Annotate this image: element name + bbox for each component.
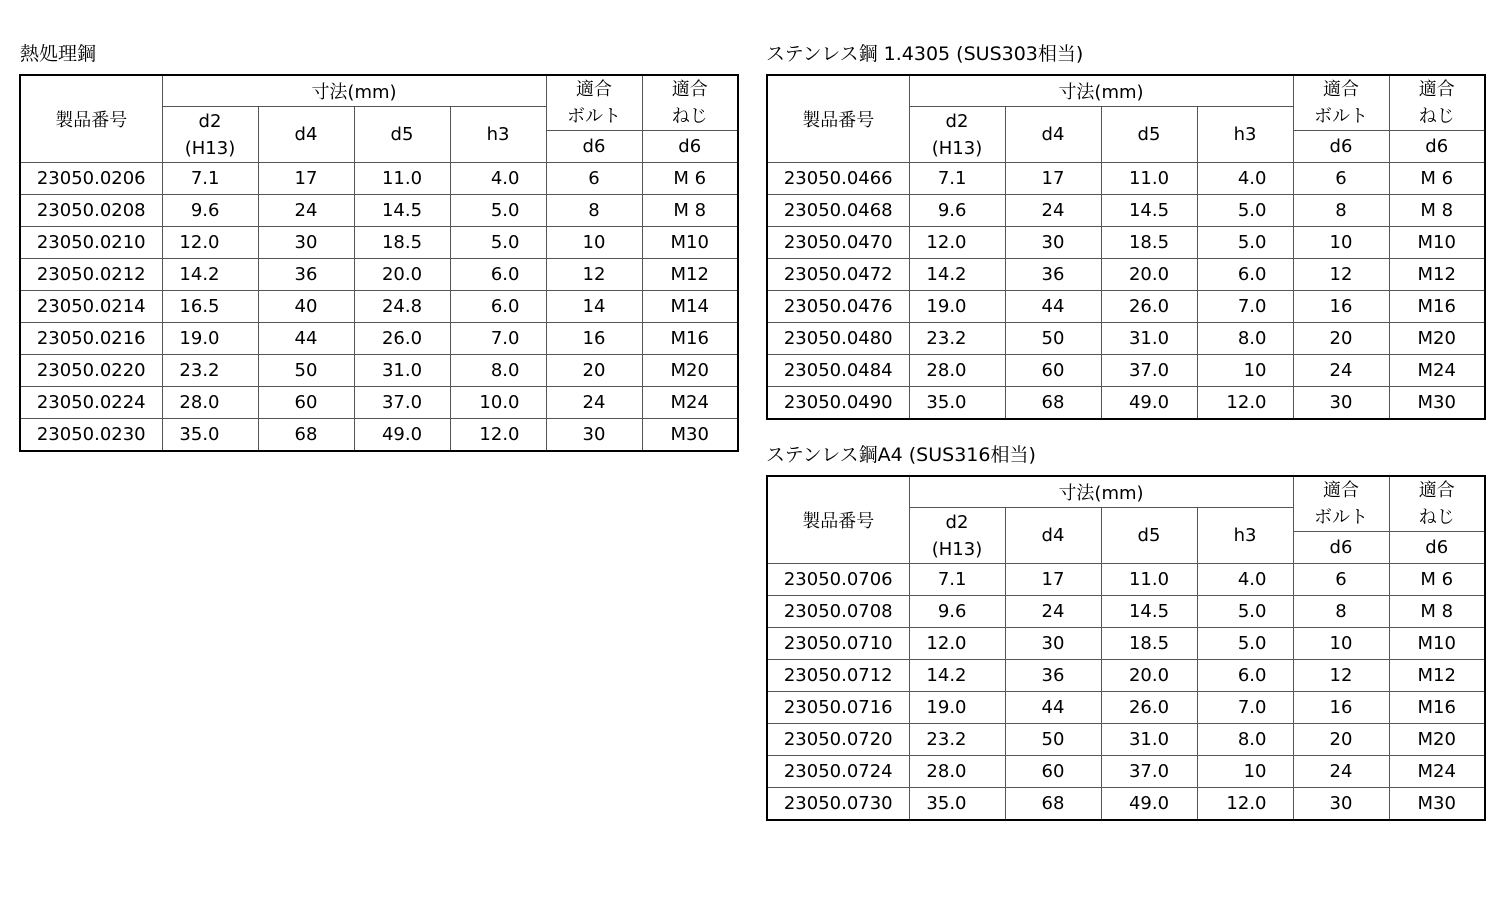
- table-row: [767, 195, 1485, 227]
- d5-cell: 31.0: [354, 355, 450, 387]
- product-number-cell: 23050.0208: [20, 195, 162, 227]
- spec-table-stainless-sus303: [766, 74, 1486, 420]
- thread-size-cell: M16: [642, 323, 738, 355]
- h3-cell: 12.0: [450, 419, 546, 452]
- header-compatible-thread-line1: 適合: [1418, 480, 1455, 501]
- h3-cell: 12.0: [1197, 387, 1293, 420]
- d4-cell: 60: [1005, 756, 1101, 788]
- spec-table-heat-treated-steel: [19, 74, 739, 452]
- d4-cell: 36: [1005, 259, 1101, 291]
- thread-size-cell: M20: [642, 355, 738, 387]
- table-row: [20, 259, 738, 291]
- d5-cell: 18.5: [1101, 227, 1197, 259]
- d4-cell: 40: [258, 291, 354, 323]
- thread-size-cell: M16: [1389, 692, 1485, 724]
- table-row: [767, 323, 1485, 355]
- header-bolt-d6: d6: [1293, 131, 1389, 163]
- d2-cell: 23.2: [909, 323, 1005, 355]
- d2-cell: 12.0: [162, 227, 258, 259]
- header-row: [767, 75, 1485, 107]
- bolt-size-cell: 12: [1293, 660, 1389, 692]
- table-row: [20, 355, 738, 387]
- product-number-cell: 23050.0706: [767, 564, 909, 596]
- d2-cell: 12.0: [909, 628, 1005, 660]
- d5-cell: 37.0: [354, 387, 450, 419]
- header-thread-d6: d6: [1389, 532, 1485, 564]
- header-d2-label: d2: [198, 110, 222, 132]
- header-product-number: 製品番号: [767, 75, 909, 163]
- bolt-size-cell: 12: [546, 259, 642, 291]
- d5-cell: 20.0: [1101, 660, 1197, 692]
- thread-size-cell: M12: [1389, 660, 1485, 692]
- h3-cell: 5.0: [1197, 227, 1293, 259]
- d5-cell: 49.0: [1101, 387, 1197, 420]
- h3-cell: 4.0: [1197, 564, 1293, 596]
- bolt-size-cell: 10: [546, 227, 642, 259]
- header-compatible-bolt-line1: 適合: [1323, 79, 1359, 100]
- bolt-size-cell: 20: [546, 355, 642, 387]
- product-number-cell: 23050.0716: [767, 692, 909, 724]
- d2-cell: 9.6: [909, 195, 1005, 227]
- header-d2-tolerance: (H13): [184, 137, 236, 159]
- product-number-cell: 23050.0484: [767, 355, 909, 387]
- table-row: [767, 788, 1485, 821]
- h3-cell: 12.0: [1197, 788, 1293, 821]
- d4-cell: 60: [258, 387, 354, 419]
- header-compatible-bolt-line1: 適合: [576, 79, 612, 100]
- thread-size-cell: M20: [1389, 724, 1485, 756]
- header-product-number: 製品番号: [20, 75, 162, 163]
- header-h3: h3: [1197, 107, 1293, 163]
- table-row: [20, 323, 738, 355]
- d2-cell: 23.2: [909, 724, 1005, 756]
- d4-cell: 17: [258, 163, 354, 195]
- header-dimensions: 寸法(mm): [909, 75, 1293, 107]
- bolt-size-cell: 24: [1293, 756, 1389, 788]
- d5-cell: 26.0: [1101, 692, 1197, 724]
- thread-size-cell: M24: [642, 387, 738, 419]
- d5-cell: 14.5: [1101, 195, 1197, 227]
- product-number-cell: 23050.0712: [767, 660, 909, 692]
- header-d5: d5: [1101, 107, 1197, 163]
- thread-size-cell: M12: [1389, 259, 1485, 291]
- bolt-size-cell: 30: [1293, 387, 1389, 420]
- d5-cell: 14.5: [1101, 596, 1197, 628]
- thread-size-cell: M24: [1389, 355, 1485, 387]
- d4-cell: 50: [1005, 724, 1101, 756]
- header-d2: [909, 107, 1005, 163]
- header-thread-d6: d6: [642, 131, 738, 163]
- h3-cell: 6.0: [1197, 259, 1293, 291]
- thread-size-cell: M 8: [642, 195, 738, 227]
- thread-size-cell: M10: [1389, 227, 1485, 259]
- table-title-heat-treated-steel: 熱処理鋼: [20, 43, 97, 65]
- h3-cell: 10: [1197, 756, 1293, 788]
- header-compatible-thread-line2: ねじ: [1418, 106, 1455, 127]
- h3-cell: 10: [1197, 355, 1293, 387]
- header-d2-label: d2: [945, 110, 969, 132]
- header-compatible-bolt: [1293, 75, 1389, 131]
- header-d2-tolerance: (H13): [931, 137, 983, 159]
- table-row: [767, 596, 1485, 628]
- d2-cell: 35.0: [909, 387, 1005, 420]
- thread-size-cell: M 6: [1389, 163, 1485, 195]
- d4-cell: 68: [258, 419, 354, 452]
- d4-cell: 24: [258, 195, 354, 227]
- d2-cell: 19.0: [909, 291, 1005, 323]
- d4-cell: 30: [1005, 227, 1101, 259]
- d4-cell: 50: [258, 355, 354, 387]
- header-compatible-bolt-line2: ボルト: [567, 106, 621, 127]
- product-number-cell: 23050.0214: [20, 291, 162, 323]
- d5-cell: 26.0: [354, 323, 450, 355]
- table-row: [20, 419, 738, 452]
- d5-cell: 24.8: [354, 291, 450, 323]
- d5-cell: 20.0: [354, 259, 450, 291]
- d5-cell: 37.0: [1101, 756, 1197, 788]
- table-row: [767, 291, 1485, 323]
- d4-cell: 68: [1005, 387, 1101, 420]
- table-row: [20, 195, 738, 227]
- d2-cell: 35.0: [162, 419, 258, 452]
- header-d2-tolerance: (H13): [931, 538, 983, 560]
- d5-cell: 11.0: [354, 163, 450, 195]
- header-d5: d5: [354, 107, 450, 163]
- table-row: [20, 227, 738, 259]
- bolt-size-cell: 10: [1293, 227, 1389, 259]
- h3-cell: 4.0: [1197, 163, 1293, 195]
- table-row: [20, 163, 738, 195]
- h3-cell: 5.0: [1197, 596, 1293, 628]
- bolt-size-cell: 14: [546, 291, 642, 323]
- product-number-cell: 23050.0730: [767, 788, 909, 821]
- d2-cell: 12.0: [909, 227, 1005, 259]
- d5-cell: 26.0: [1101, 291, 1197, 323]
- thread-size-cell: M 6: [1389, 564, 1485, 596]
- table-row: [767, 692, 1485, 724]
- product-number-cell: 23050.0210: [20, 227, 162, 259]
- d2-cell: 9.6: [909, 596, 1005, 628]
- d4-cell: 24: [1005, 195, 1101, 227]
- header-h3: h3: [1197, 508, 1293, 564]
- thread-size-cell: M30: [642, 419, 738, 452]
- d2-cell: 7.1: [162, 163, 258, 195]
- product-number-cell: 23050.0490: [767, 387, 909, 420]
- d2-cell: 14.2: [162, 259, 258, 291]
- table-row: [767, 564, 1485, 596]
- d4-cell: 24: [1005, 596, 1101, 628]
- product-number-cell: 23050.0224: [20, 387, 162, 419]
- d4-cell: 44: [1005, 291, 1101, 323]
- thread-size-cell: M 6: [642, 163, 738, 195]
- d2-cell: 7.1: [909, 564, 1005, 596]
- product-number-cell: 23050.0724: [767, 756, 909, 788]
- header-compatible-thread-line2: ねじ: [1418, 507, 1455, 528]
- thread-size-cell: M 8: [1389, 195, 1485, 227]
- table-row: [767, 355, 1485, 387]
- d5-cell: 11.0: [1101, 564, 1197, 596]
- product-number-cell: 23050.0212: [20, 259, 162, 291]
- d2-cell: 28.0: [909, 355, 1005, 387]
- header-compatible-bolt-line2: ボルト: [1314, 507, 1368, 528]
- h3-cell: 5.0: [1197, 628, 1293, 660]
- bolt-size-cell: 8: [1293, 195, 1389, 227]
- bolt-size-cell: 30: [1293, 788, 1389, 821]
- bolt-size-cell: 8: [1293, 596, 1389, 628]
- table-row: [767, 660, 1485, 692]
- d4-cell: 68: [1005, 788, 1101, 821]
- product-number-cell: 23050.0470: [767, 227, 909, 259]
- thread-size-cell: M30: [1389, 387, 1485, 420]
- thread-size-cell: M10: [642, 227, 738, 259]
- d5-cell: 31.0: [1101, 323, 1197, 355]
- product-number-cell: 23050.0466: [767, 163, 909, 195]
- h3-cell: 5.0: [450, 195, 546, 227]
- header-bolt-d6: d6: [1293, 532, 1389, 564]
- d4-cell: 30: [258, 227, 354, 259]
- bolt-size-cell: 6: [1293, 564, 1389, 596]
- d4-cell: 36: [1005, 660, 1101, 692]
- header-compatible-thread-line2: ねじ: [671, 106, 708, 127]
- d2-cell: 35.0: [909, 788, 1005, 821]
- thread-size-cell: M10: [1389, 628, 1485, 660]
- d2-cell: 7.1: [909, 163, 1005, 195]
- product-number-cell: 23050.0472: [767, 259, 909, 291]
- header-dimensions: 寸法(mm): [162, 75, 546, 107]
- d2-cell: 19.0: [162, 323, 258, 355]
- h3-cell: 5.0: [1197, 195, 1293, 227]
- d4-cell: 44: [258, 323, 354, 355]
- h3-cell: 7.0: [1197, 692, 1293, 724]
- thread-size-cell: M24: [1389, 756, 1485, 788]
- table-row: [20, 387, 738, 419]
- header-compatible-bolt-line1: 適合: [1323, 480, 1359, 501]
- bolt-size-cell: 10: [1293, 628, 1389, 660]
- h3-cell: 7.0: [450, 323, 546, 355]
- d4-cell: 17: [1005, 564, 1101, 596]
- header-d4: d4: [258, 107, 354, 163]
- h3-cell: 10.0: [450, 387, 546, 419]
- header-d4: d4: [1005, 508, 1101, 564]
- table-row: [767, 724, 1485, 756]
- thread-size-cell: M30: [1389, 788, 1485, 821]
- product-number-cell: 23050.0220: [20, 355, 162, 387]
- d5-cell: 11.0: [1101, 163, 1197, 195]
- table-title-stainless-sus303: ステンレス鋼 1.4305 (SUS303相当): [766, 43, 1084, 65]
- d5-cell: 14.5: [354, 195, 450, 227]
- d4-cell: 44: [1005, 692, 1101, 724]
- d4-cell: 50: [1005, 323, 1101, 355]
- d2-cell: 19.0: [909, 692, 1005, 724]
- table-row: [767, 387, 1485, 420]
- header-bolt-d6: d6: [546, 131, 642, 163]
- product-number-cell: 23050.0710: [767, 628, 909, 660]
- h3-cell: 7.0: [1197, 291, 1293, 323]
- product-number-cell: 23050.0476: [767, 291, 909, 323]
- bolt-size-cell: 30: [546, 419, 642, 452]
- product-number-cell: 23050.0708: [767, 596, 909, 628]
- product-number-cell: 23050.0216: [20, 323, 162, 355]
- h3-cell: 4.0: [450, 163, 546, 195]
- header-compatible-bolt: [1293, 476, 1389, 532]
- d5-cell: 31.0: [1101, 724, 1197, 756]
- d5-cell: 18.5: [354, 227, 450, 259]
- bolt-size-cell: 24: [546, 387, 642, 419]
- d4-cell: 30: [1005, 628, 1101, 660]
- header-row: [20, 75, 738, 107]
- bolt-size-cell: 16: [1293, 291, 1389, 323]
- header-d4: d4: [1005, 107, 1101, 163]
- d2-cell: 28.0: [162, 387, 258, 419]
- table-row: [767, 227, 1485, 259]
- header-thread-d6: d6: [1389, 131, 1485, 163]
- table-row: [767, 756, 1485, 788]
- table-row: [20, 291, 738, 323]
- thread-size-cell: M14: [642, 291, 738, 323]
- product-number-cell: 23050.0206: [20, 163, 162, 195]
- h3-cell: 6.0: [450, 259, 546, 291]
- d2-cell: 23.2: [162, 355, 258, 387]
- header-compatible-thread-line1: 適合: [671, 79, 708, 100]
- product-number-cell: 23050.0480: [767, 323, 909, 355]
- bolt-size-cell: 12: [1293, 259, 1389, 291]
- d4-cell: 17: [1005, 163, 1101, 195]
- product-number-cell: 23050.0720: [767, 724, 909, 756]
- d2-cell: 14.2: [909, 259, 1005, 291]
- bolt-size-cell: 8: [546, 195, 642, 227]
- product-number-cell: 23050.0468: [767, 195, 909, 227]
- header-d2-label: d2: [945, 511, 969, 533]
- table-row: [767, 259, 1485, 291]
- header-dimensions: 寸法(mm): [909, 476, 1293, 508]
- h3-cell: 6.0: [450, 291, 546, 323]
- thread-size-cell: M 8: [1389, 596, 1485, 628]
- d2-cell: 16.5: [162, 291, 258, 323]
- header-d2: [909, 508, 1005, 564]
- header-row: [767, 476, 1485, 508]
- thread-size-cell: M16: [1389, 291, 1485, 323]
- table-row: [767, 163, 1485, 195]
- h3-cell: 6.0: [1197, 660, 1293, 692]
- bolt-size-cell: 20: [1293, 323, 1389, 355]
- d4-cell: 60: [1005, 355, 1101, 387]
- h3-cell: 8.0: [1197, 724, 1293, 756]
- table-title-stainless-a4: ステンレス鋼A4 (SUS316相当): [766, 444, 1036, 466]
- header-h3: h3: [450, 107, 546, 163]
- d5-cell: 18.5: [1101, 628, 1197, 660]
- header-compatible-thread: [1389, 476, 1485, 532]
- bolt-size-cell: 20: [1293, 724, 1389, 756]
- header-d2: [162, 107, 258, 163]
- d5-cell: 20.0: [1101, 259, 1197, 291]
- header-product-number: 製品番号: [767, 476, 909, 564]
- bolt-size-cell: 6: [546, 163, 642, 195]
- header-compatible-thread-line1: 適合: [1418, 79, 1455, 100]
- header-d5: d5: [1101, 508, 1197, 564]
- bolt-size-cell: 16: [1293, 692, 1389, 724]
- header-compatible-thread: [1389, 75, 1485, 131]
- header-compatible-thread: [642, 75, 738, 131]
- d2-cell: 9.6: [162, 195, 258, 227]
- product-number-cell: 23050.0230: [20, 419, 162, 452]
- d5-cell: 37.0: [1101, 355, 1197, 387]
- d4-cell: 36: [258, 259, 354, 291]
- h3-cell: 5.0: [450, 227, 546, 259]
- thread-size-cell: M20: [1389, 323, 1485, 355]
- table-row: [767, 628, 1485, 660]
- bolt-size-cell: 16: [546, 323, 642, 355]
- d5-cell: 49.0: [1101, 788, 1197, 821]
- bolt-size-cell: 24: [1293, 355, 1389, 387]
- header-compatible-bolt: [546, 75, 642, 131]
- h3-cell: 8.0: [1197, 323, 1293, 355]
- thread-size-cell: M12: [642, 259, 738, 291]
- bolt-size-cell: 6: [1293, 163, 1389, 195]
- spec-table-stainless-a4: [766, 475, 1486, 821]
- d5-cell: 49.0: [354, 419, 450, 452]
- d2-cell: 28.0: [909, 756, 1005, 788]
- header-compatible-bolt-line2: ボルト: [1314, 106, 1368, 127]
- h3-cell: 8.0: [450, 355, 546, 387]
- d2-cell: 14.2: [909, 660, 1005, 692]
